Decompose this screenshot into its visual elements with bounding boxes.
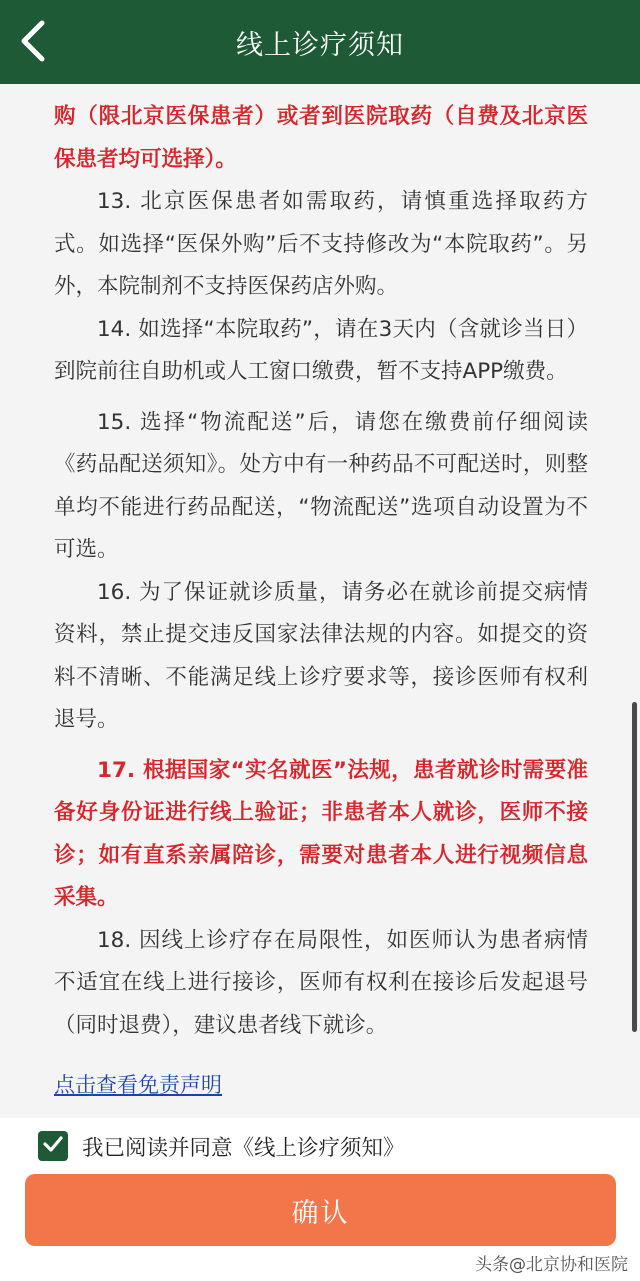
notice-content[interactable] [0, 84, 640, 1118]
agree-label: 我已阅读并同意《线上诊疗须知》 [82, 1135, 405, 1161]
spacer [54, 394, 588, 402]
notice-item-18: 18. 因线上诊疗存在局限性，如医师认为患者病情不适宜在线上进行接诊，医师有权利在接诊后发起退号（同时退费），建议患者线下就诊。 [54, 927, 588, 1038]
content-scrollbar[interactable] [632, 702, 637, 1032]
confirm-button[interactable]: 确认 [25, 1174, 616, 1246]
agree-checkbox[interactable] [38, 1131, 68, 1161]
top-nav-bar [0, 0, 640, 84]
chevron-left-icon [18, 19, 48, 67]
disclaimer-link[interactable]: 点击查看免责声明 [54, 1073, 222, 1097]
notice-item-15: 15. 选择“物流配送”后，请您在缴费前仔细阅读《药品配送须知》。处方中有一种药品不可配送时，则整单均不能进行药品配送，“物流配送”选项自动设置为不可选。 [54, 409, 588, 562]
checkmark-icon [42, 1133, 64, 1159]
notice-item-17-alert: 17. 根据国家“实名就医”法规，患者就诊时需要准备好身份证进行线上验证；非患者本人就诊，医师不接诊；如有直系亲属陪诊，需要对患者本人进行视频信息采集。 [54, 757, 588, 910]
notice-text-container [0, 84, 640, 1099]
agreement-row [0, 1118, 640, 1174]
notice-item-14: 14. 如选择“本院取药”，请在3天内（含就诊当日）到院前往自助机或人工窗口缴费，暂不支持APP缴费。 [54, 316, 588, 384]
notice-item-16: 16. 为了保证就诊质量，请务必在就诊前提交病情资料，禁止提交违反国家法律法规的内容。如提交的资料不清晰、不能满足线上诊疗要求等，接诊医师有权利退号。 [54, 579, 588, 732]
page-title: 线上诊疗须知 [236, 29, 404, 61]
notice-item-13: 13. 北京医保患者如需取药，请慎重选择取药方式。如选择“医保外购”后不支持修改为“本院取药”。另外，本院制剂不支持医保药店外购。 [54, 189, 588, 299]
watermark: 头条@北京协和医院 [475, 1255, 628, 1275]
notice-paragraph-top: 购（限北京医保患者）或者到医院取药（自费及北京医保患者均可选择）。 [54, 104, 588, 172]
back-button[interactable] [10, 18, 56, 68]
spacer [54, 742, 588, 750]
